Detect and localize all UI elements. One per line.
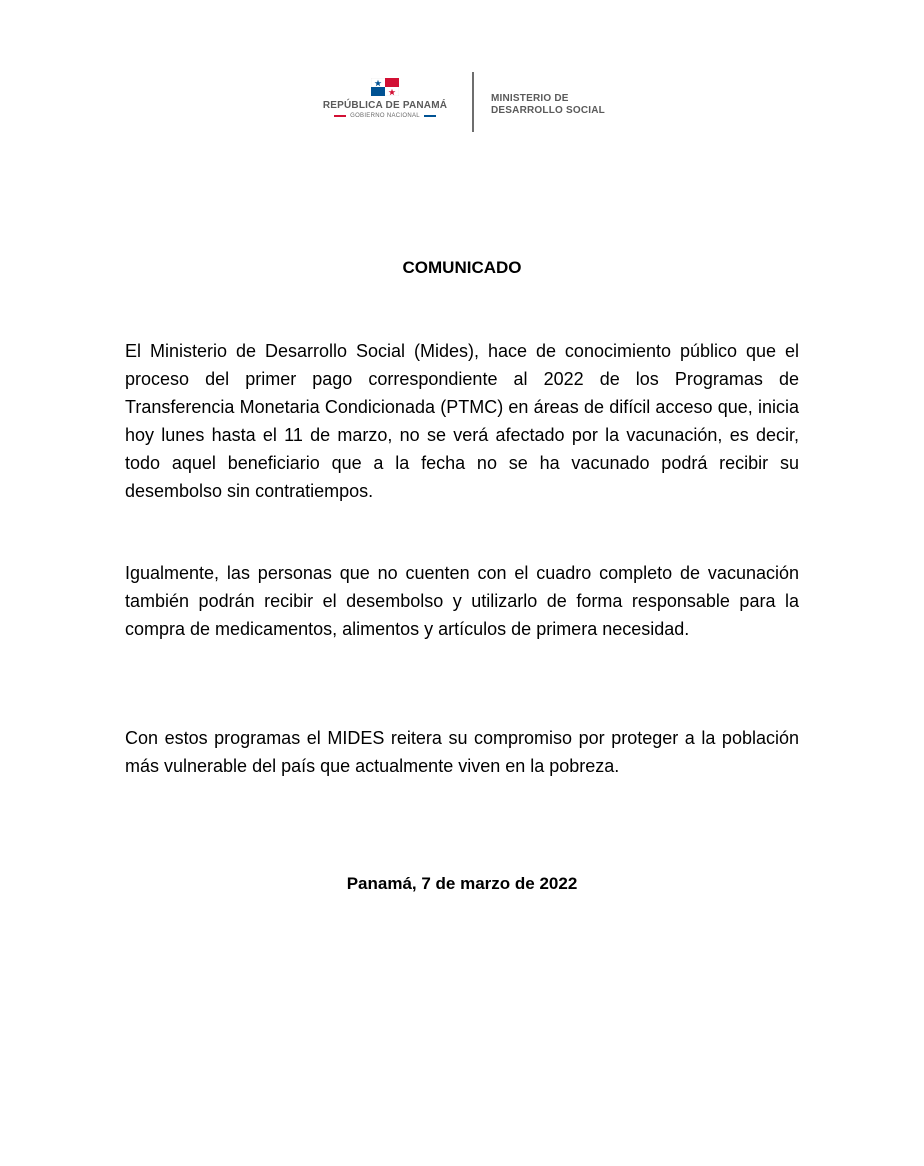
paragraph-3: Con estos programas el MIDES reitera su compromiso por proteger a la población más vulnerable del país que actualmente viven en la pobreza. — [125, 728, 799, 776]
paragraph-1: El Ministerio de Desarrollo Social (Mides), hace de conocimiento público que el proceso del primer pago correspondiente al 2022 de los Programas de Transferencia Monetaria Condicionada (PTMC) en áreas de difícil acceso que, inicia hoy lunes hasta el 11 de marzo, no se verá afectado por la vacunación, es decir, todo aquel beneficiario que a la fecha no se ha vacunado podrá recibir su desembolso sin contratiempos. — [125, 341, 799, 501]
ministry-line-1: MINISTERIO DE — [491, 93, 569, 104]
panama-flag-icon — [371, 78, 399, 96]
ministry-name — [491, 93, 605, 117]
red-rule — [334, 115, 346, 117]
paragraph-2: Igualmente, las personas que no cuenten con el cuadro completo de vacunación también podrán recibir el desembolso y utilizarlo de forma responsable para la compra de medicamentos, alimentos y artículos de primera necesidad. — [125, 563, 799, 639]
header-divider — [472, 72, 474, 132]
letterhead — [0, 72, 924, 134]
document-title: COMUNICADO — [402, 258, 522, 277]
date-line: Panamá, 7 de marzo de 2022 — [346, 874, 578, 893]
government-logo — [310, 78, 460, 119]
government-subtitle-row — [310, 113, 460, 119]
blue-rule — [424, 115, 436, 117]
ministry-line-2: DESARROLLO SOCIAL — [491, 105, 605, 116]
government-name: REPÚBLICA DE PANAMÁ — [322, 100, 448, 111]
government-subtitle: GOBIERNO NACIONAL — [350, 113, 420, 119]
